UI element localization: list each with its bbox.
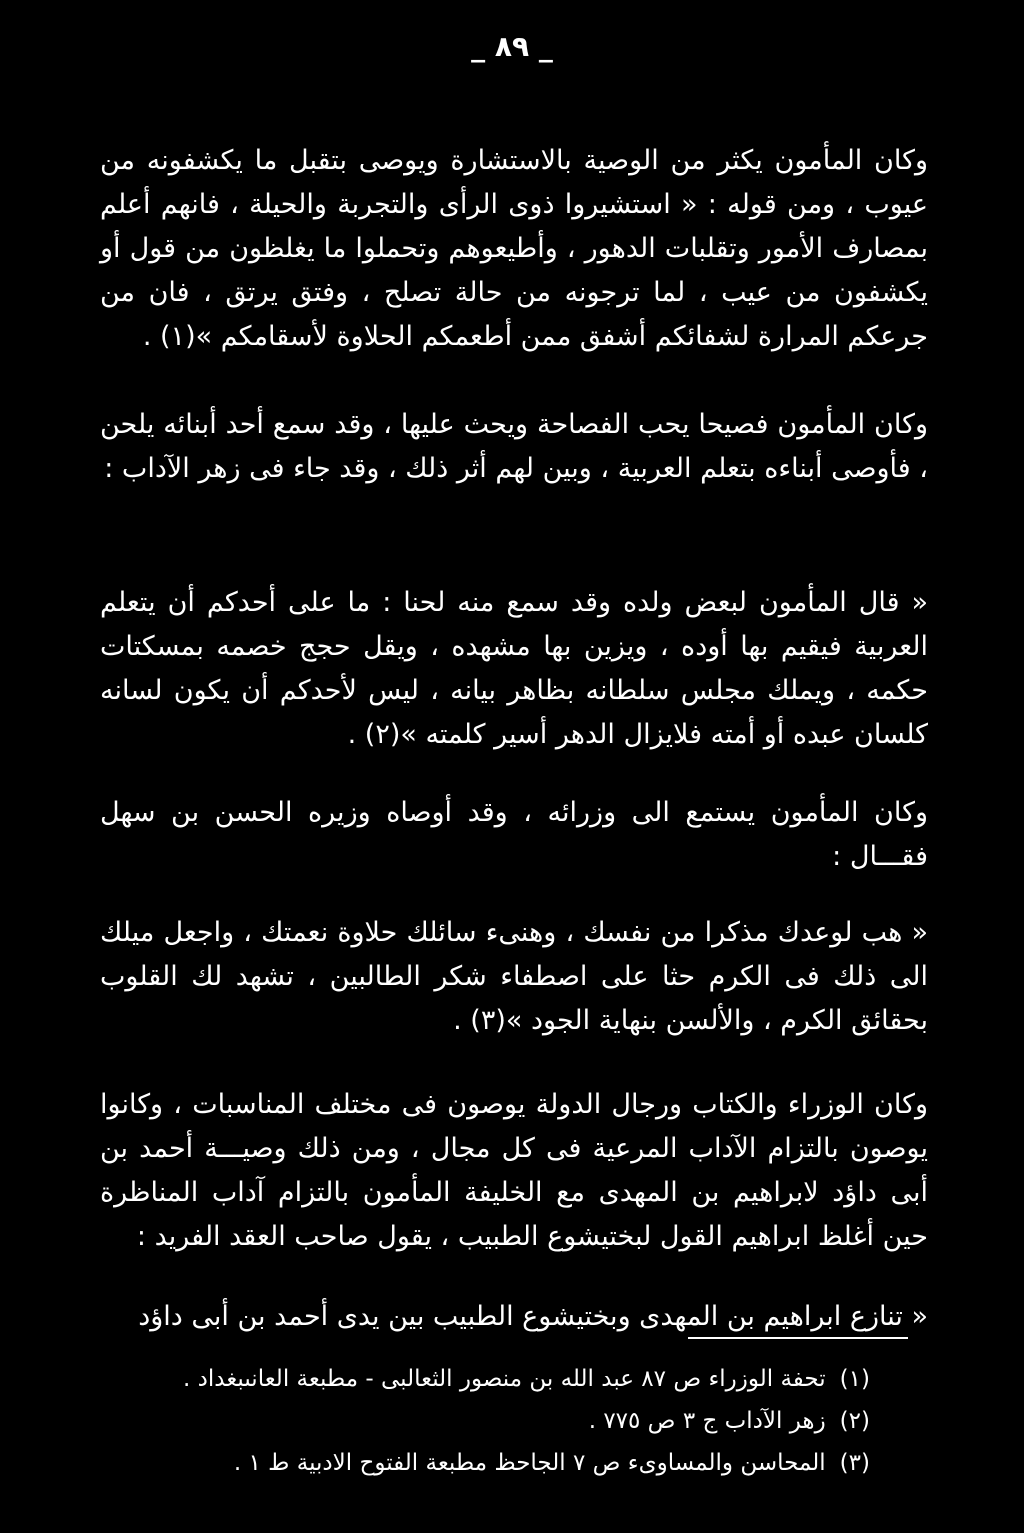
footnotes [140, 1358, 870, 1484]
paragraph-mamun-ministers: وكان المأمون يستمع الى وزرائه ، وقد أوصاه وزيره الحسن بن سهل فقـــال : [100, 797, 928, 872]
footnote-text: زهر الآداب ج ٣ ص ٧٧٥ . [588, 1408, 826, 1434]
footnote [140, 1358, 870, 1400]
footnote-divider [688, 1337, 908, 1339]
footnote [140, 1400, 870, 1442]
footnote-marker: (٢) [839, 1408, 870, 1434]
footnote-marker: (١) [839, 1366, 870, 1392]
footnote [140, 1442, 870, 1484]
paragraph-mamun-quote-arabic: « قال المأمون لبعض ولده وقد سمع منه لحنا : ما على أحدكم أن يتعلم العربية فيقيم بها أوده ، ويزين بها مشهده ، ويقل حجج خصمه بمسكتات حكمه ، ويملك مجلس سلطانه بظاهر بيانه ، ليس لأحدكم أن يكون لسانه كلسان عبده أو أمته فلايزال الدهر أسير كلمته »(٢) . [100, 587, 928, 750]
paragraph-ibrahim-dispute: « تنازع ابراهيم بن المهدى وبختيشوع الطبيب بين يدى أحمد بن أبى داؤد [138, 1301, 928, 1332]
footnote-marker: (٣) [839, 1450, 870, 1476]
page-number: _ ٨٩ _ [471, 30, 553, 63]
paragraph-mamun-consultation: وكان المأمون يكثر من الوصية بالاستشارة ويوصى بتقبل ما يكشفونه من عيوب ، ومن قوله : « استشيروا ذوى الرأى والتجربة والحيلة ، فانهم أعلم بمصارف الأمور وتقلبات الدهور ، وأطيعوهم وتحملوا ما يغلظون من قول أو يكشفون من عيب ، لما ترجونه من حالة تصلح ، وفتق يرتق ، فان من جرعكم المرارة لشفائكم أشفق ممن أطعمكم الحلاوة لأسقامكم »(١) . [100, 145, 928, 352]
paragraph-ministers-advice: وكان الوزراء والكتاب ورجال الدولة يوصون فى مختلف المناسبات ، وكانوا يوصون بالتزام الآداب المرعية فى كل مجال ، ومن ذلك وصيـــة أحمد بن أبى داؤد لابراهيم بن المهدى مع الخليفة المأمون بالتزام آداب المناظرة حين أغلظ ابراهيم القول لبختيشوع الطبيب ، يقول صاحب العقد الفريد : [100, 1089, 928, 1252]
paragraph-hasan-quote: « هب لوعدك مذكرا من نفسك ، وهنىء سائلك حلاوة نعمتك ، واجعل ميلك الى ذلك فى الكرم حثا على اصطفاء شكر الطالبين ، تشهد لك القلوب بحقائق الكرم ، والألسن بنهاية الجود »(٣) . [100, 917, 928, 1036]
paragraph-mamun-eloquence: وكان المأمون فصيحا يحب الفصاحة ويحث عليها ، وقد سمع أحد أبنائه يلحن ، فأوصى أبناءه بتعلم العربية ، وبين لهم أثر ذلك ، وقد جاء فى زهر الآداب : [100, 409, 928, 484]
footnote-text: تحفة الوزراء ص ٨٧ عبد الله بن منصور الثعالبى - مطبعة العانىبغداد . [183, 1366, 826, 1392]
footnote-text: المحاسن والمساوىء ص ٧ الجاحظ مطبعة الفتوح الادبية ط ١ . [233, 1450, 826, 1476]
